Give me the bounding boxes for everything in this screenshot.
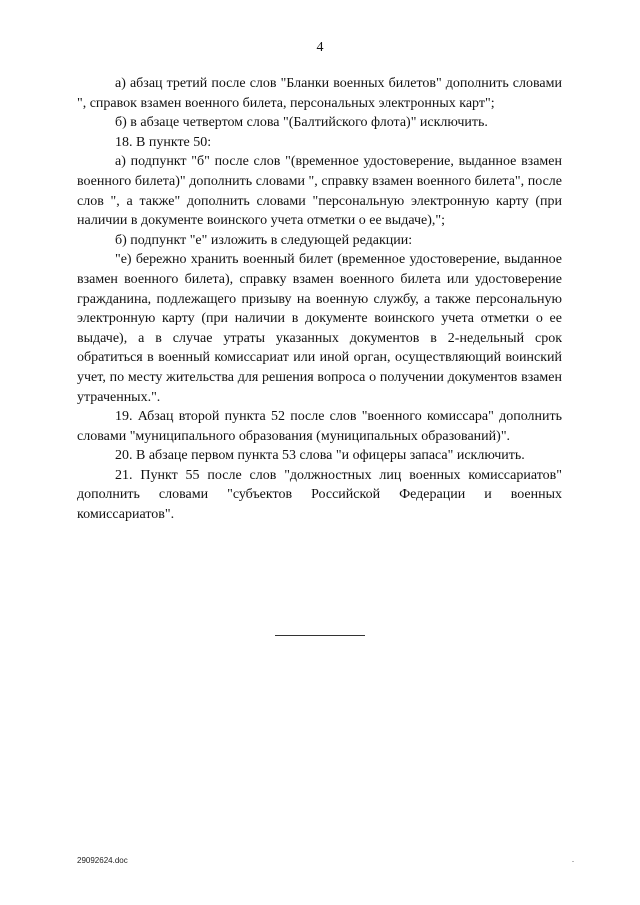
footer-filename: 29092624.doc [77,856,128,865]
paragraph-item-19: 19. Абзац второй пункта 52 после слов "военного комиссара" дополнить словами "муниципального образования (муниципальных образований)". [77,409,562,444]
footer-mark: . [572,855,574,864]
paragraph-item-21: 21. Пункт 55 после слов "должностных лиц военных комиссариатов" дополнить словами "субъектов Российской Федерации и военных комиссариатов". [77,467,562,523]
end-separator-line [275,635,365,636]
document-body [77,74,562,525]
paragraph-a-blank-forms: а) абзац третий после слов "Бланки военных билетов" дополнить словами ", справок взамен военного билета, персональных электронных карт"; [77,76,562,111]
paragraph-b-baltic-fleet: б) в абзаце четвертом слова "(Балтийского флота)" исключить. [115,115,488,131]
paragraph-item-20: 20. В абзаце первом пункта 53 слова "и офицеры запаса" исключить. [115,448,525,464]
paragraph-18-b: б) подпункт "е" изложить в следующей редакции: [115,232,413,248]
page-number: 4 [316,40,324,55]
paragraph-18-a: а) подпункт "б" после слов "(временное удостоверение, выданное взамен военного билета)" дополнить словами ", справку взамен военного билета", после слов ", а также" дополнить словами "персональную электронную карту (при наличии в документе воинского учета отметки о ее выдаче),"; [77,154,562,229]
paragraph-item-18: 18. В пункте 50: [115,134,212,150]
paragraph-18-b-new-text: "е) бережно хранить военный билет (временное удостоверение, выданное взамен военного билета), справку взамен военного билета или удостоверение гражданина, подлежащего призыву на военную службу, а также персональную электронную карту (при наличии в документе воинского учета отметки о ее выдаче), а в случае утраты указанных документов в 2-недельный срок обратиться в военный комиссариат или иной орган, осуществляющий воинский учет, по месту жительства для решения вопроса о получении документов взамен утраченных.". [77,252,562,405]
